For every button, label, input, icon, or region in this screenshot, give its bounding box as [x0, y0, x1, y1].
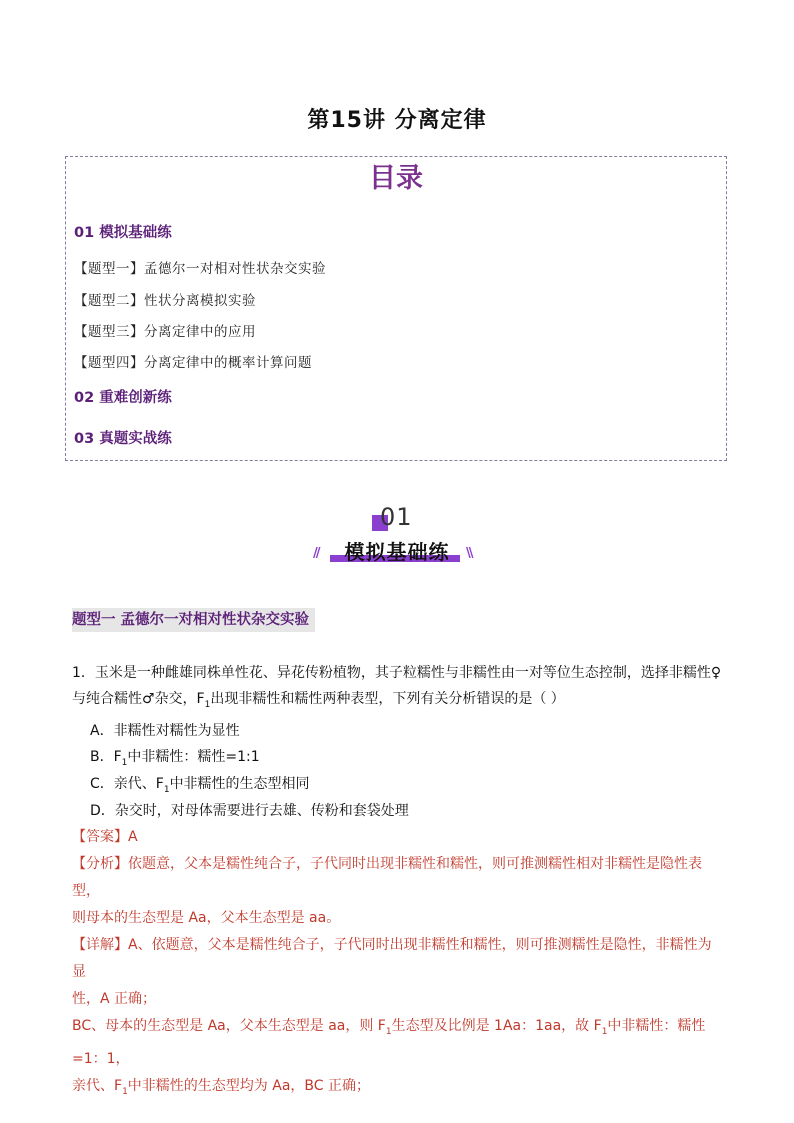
toc-item-section-02[interactable]: 02 重难创新练: [74, 390, 172, 406]
page-title: 第15讲 分离定律: [307, 108, 487, 133]
question-stem-line-1: 1．玉米是一种雌雄同株单性花、异花传粉植物，其子粒糯性与非糯性由一对等位生态控制，选择非糯性♀: [72, 665, 722, 681]
question-stem-line-2: 与纯合糯性♂杂交，$F_1$出现非糯性和糯性两种表型，下列有关分析错误的是（ ）: [72, 691, 565, 710]
option-c[interactable]: C．亲代、$F_1$中非糯性的生态型相同: [90, 776, 310, 795]
toc-item-topic-4[interactable]: 【题型四】分离定律中的概率计算问题: [74, 355, 312, 371]
question-stem: [72, 660, 724, 718]
section-number: 01: [380, 503, 413, 531]
detail-line-1: 【详解】A、依题意，父本是糯性纯合子，子代同时出现非糯性和糯性，则可推测糯性是隐性，非糯性为显: [72, 937, 712, 980]
detail-line-3: BC、母本的生态型是 Aa，父本生态型是 aa，则 $F_1$生态型及比例是 1Aa：1aa，故 $F_1$中非糯性：糯性=1：1，: [72, 1018, 706, 1067]
option-b[interactable]: B．$F_1$中非糯性：糯性=1:1: [90, 749, 260, 768]
toc-item-topic-2[interactable]: 【题型二】性状分离模拟实验: [74, 293, 256, 309]
option-a[interactable]: A．非糯性对糯性为显性: [90, 723, 240, 739]
answer-line: 【答案】A: [72, 829, 138, 845]
table-of-contents: [65, 156, 727, 461]
section-slash-right: \\: [466, 546, 472, 561]
section-slash-left: //: [313, 546, 319, 561]
detail-line-2: 性，A 正确；: [72, 991, 157, 1007]
option-d[interactable]: D．杂交时，对母体需要进行去雄、传粉和套袋处理: [90, 803, 409, 819]
toc-item-section-01[interactable]: 01 模拟基础练: [74, 225, 172, 241]
toc-item-topic-1[interactable]: 【题型一】孟德尔一对相对性状杂交实验: [74, 261, 326, 277]
toc-item-topic-3[interactable]: 【题型三】分离定律中的应用: [74, 324, 256, 340]
toc-heading: 目录: [369, 163, 423, 194]
analysis-line-2: 则母本的生态型是 Aa，父本生态型是 aa。: [72, 910, 341, 926]
detail-line-4: 亲代、$F_1$中非糯性的生态型均为 Aa，BC 正确；: [72, 1077, 370, 1097]
answer-block: [72, 824, 724, 1106]
toc-item-section-03[interactable]: 03 真题实战练: [74, 431, 172, 447]
analysis-line-1: 【分析】依题意，父本是糯性纯合子，子代同时出现非糯性和糯性，则可推测糯性相对非糯性是隐性表型，: [72, 856, 702, 899]
topic-heading: 题型一 孟德尔一对相对性状杂交实验: [72, 608, 315, 632]
section-title: 模拟基础练: [344, 540, 450, 564]
